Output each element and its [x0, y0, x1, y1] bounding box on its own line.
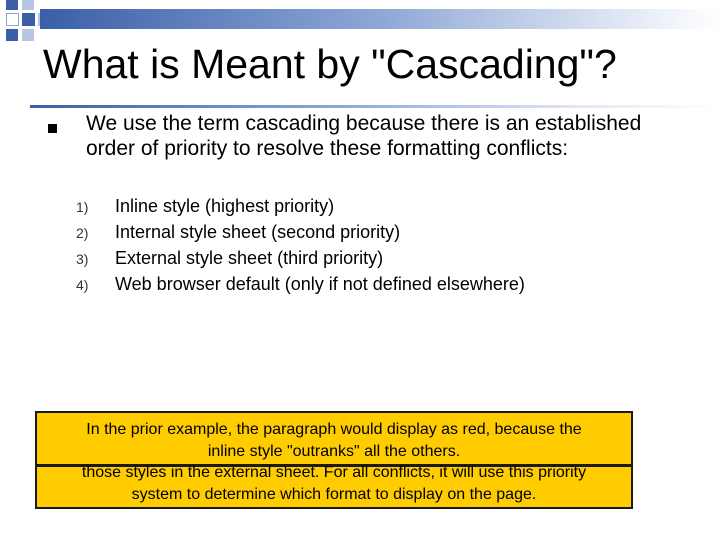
- list-item-number: 2): [76, 225, 89, 241]
- list-item-number: 3): [76, 251, 89, 267]
- callout-line-2: inline style "outranks" all the others.: [207, 443, 461, 460]
- list-item-text: External style sheet (third priority): [115, 248, 384, 268]
- slide-title: What is Meant by "Cascading"?: [43, 41, 617, 87]
- list-item-text: Web browser default (only if not defined elsewhere): [115, 274, 525, 294]
- priority-list: [76, 194, 636, 298]
- list-item-number: 4): [76, 277, 89, 293]
- bullet-square-icon: [48, 124, 57, 133]
- decor-square: [6, 0, 18, 10]
- bullet-text: We use the term cascading because there is an established order of priority to resolve these formatting conflicts:: [86, 112, 642, 160]
- decor-square: [22, 13, 35, 26]
- list-item: [76, 220, 636, 246]
- decor-square: [6, 29, 18, 41]
- callout-line-3: those styles in the external sheet. For all conflicts, it will use this priority: [81, 464, 587, 481]
- decor-square: [22, 0, 34, 10]
- title-underline: [30, 105, 720, 108]
- decor-square: [6, 13, 19, 26]
- list-item-number: 1): [76, 199, 89, 215]
- list-item: [76, 194, 636, 220]
- callout-line-1: In the prior example, the paragraph would display as red, because the: [86, 421, 582, 438]
- decor-square: [22, 29, 34, 41]
- callout-line-4: system to determine which format to display on the page.: [131, 486, 537, 503]
- list-item: [76, 246, 636, 272]
- header-gradient-bar: [40, 9, 720, 29]
- callout-box: [35, 411, 633, 509]
- list-item-text: Internal style sheet (second priority): [115, 222, 401, 242]
- list-item-text: Inline style (highest priority): [115, 196, 335, 216]
- list-item: [76, 272, 636, 298]
